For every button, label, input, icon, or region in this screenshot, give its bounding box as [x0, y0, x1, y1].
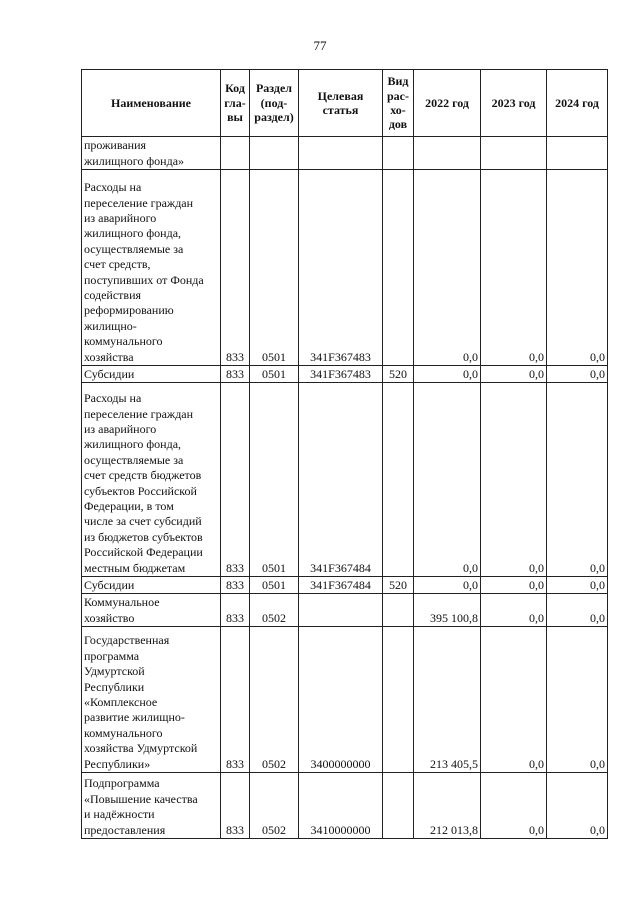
- table-row: [82, 594, 608, 627]
- row-section: 0502: [250, 627, 299, 773]
- row-name: Подпрограмма «Повышение качества и надёжности предоставления: [82, 773, 221, 839]
- row-2024: [547, 137, 608, 170]
- header-name: Наименование: [82, 70, 221, 137]
- budget-table: [81, 69, 608, 839]
- header-2024: 2024 год: [547, 70, 608, 137]
- row-2022: 213 405,5: [414, 627, 481, 773]
- table-header-row: [82, 70, 608, 137]
- row-name: Субсидии: [82, 577, 221, 594]
- row-section: 0501: [250, 366, 299, 383]
- row-section: [250, 137, 299, 170]
- row-code: 833: [221, 170, 250, 366]
- row-target: 3410000000: [299, 773, 383, 839]
- row-section: 0502: [250, 594, 299, 627]
- row-code: 833: [221, 627, 250, 773]
- row-2022: 395 100,8: [414, 594, 481, 627]
- row-name: проживания жилищного фонда»: [82, 137, 221, 170]
- row-section: 0501: [250, 383, 299, 577]
- row-2024: 0,0: [547, 366, 608, 383]
- row-2024: 0,0: [547, 594, 608, 627]
- row-type: 520: [383, 366, 414, 383]
- row-code: 833: [221, 594, 250, 627]
- row-2022: 0,0: [414, 366, 481, 383]
- header-2023: 2023 год: [481, 70, 547, 137]
- row-name: Субсидии: [82, 366, 221, 383]
- row-2024: 0,0: [547, 773, 608, 839]
- row-2023: 0,0: [481, 773, 547, 839]
- row-type: [383, 170, 414, 366]
- row-2023: 0,0: [481, 594, 547, 627]
- row-2024: 0,0: [547, 170, 608, 366]
- row-2022: 0,0: [414, 577, 481, 594]
- table-row: [82, 383, 608, 577]
- row-2023: 0,0: [481, 366, 547, 383]
- row-type: [383, 137, 414, 170]
- row-name: Государственная программа Удмуртской Республики «Комплексное развитие жилищно- коммунального хозяйства Удмуртской Республики»: [82, 627, 221, 773]
- row-2022: [414, 137, 481, 170]
- row-type: [383, 627, 414, 773]
- row-2023: [481, 137, 547, 170]
- page-number: 77: [313, 38, 327, 53]
- row-code: 833: [221, 773, 250, 839]
- table-row: [82, 773, 608, 839]
- table-row: [82, 137, 608, 170]
- row-code: 833: [221, 577, 250, 594]
- row-2022: 0,0: [414, 383, 481, 577]
- row-target: 341F367483: [299, 366, 383, 383]
- row-target: [299, 137, 383, 170]
- row-code: 833: [221, 366, 250, 383]
- row-2022: 212 013,8: [414, 773, 481, 839]
- row-section: 0501: [250, 577, 299, 594]
- row-2022: 0,0: [414, 170, 481, 366]
- row-2023: 0,0: [481, 627, 547, 773]
- table-row: [82, 170, 608, 366]
- header-2022: 2022 год: [414, 70, 481, 137]
- row-type: [383, 594, 414, 627]
- row-target: [299, 594, 383, 627]
- row-target: 3400000000: [299, 627, 383, 773]
- header-type: Вид рас- хо- дов: [383, 70, 414, 137]
- header-target: Целевая статья: [299, 70, 383, 137]
- row-2023: 0,0: [481, 383, 547, 577]
- row-2023: 0,0: [481, 170, 547, 366]
- row-section: 0502: [250, 773, 299, 839]
- row-2024: 0,0: [547, 627, 608, 773]
- row-type: 520: [383, 577, 414, 594]
- row-name: Коммунальное хозяйство: [82, 594, 221, 627]
- row-type: [383, 383, 414, 577]
- row-name: Расходы на переселение граждан из аварийного жилищного фонда, осуществляемые за счет средств бюджетов субъектов Российской Федерации, в том числе за счет субсидий из бюджетов субъектов Российской Федерации местным бюджетам: [82, 383, 221, 577]
- row-2024: 0,0: [547, 577, 608, 594]
- row-target: 341F367483: [299, 170, 383, 366]
- row-section: 0501: [250, 170, 299, 366]
- row-name: Расходы на переселение граждан из аварийного жилищного фонда, осуществляемые за счет средств, поступивших от Фонда содействия реформированию жилищно- коммунального хозяйства: [82, 170, 221, 366]
- row-2023: 0,0: [481, 577, 547, 594]
- table-row: [82, 577, 608, 594]
- row-code: [221, 137, 250, 170]
- header-code: Код гла- вы: [221, 70, 250, 137]
- row-type: [383, 773, 414, 839]
- table-row: [82, 366, 608, 383]
- table-row: [82, 627, 608, 773]
- row-target: 341F367484: [299, 383, 383, 577]
- row-code: 833: [221, 383, 250, 577]
- header-section: Раздел (под- раздел): [250, 70, 299, 137]
- row-target: 341F367484: [299, 577, 383, 594]
- row-2024: 0,0: [547, 383, 608, 577]
